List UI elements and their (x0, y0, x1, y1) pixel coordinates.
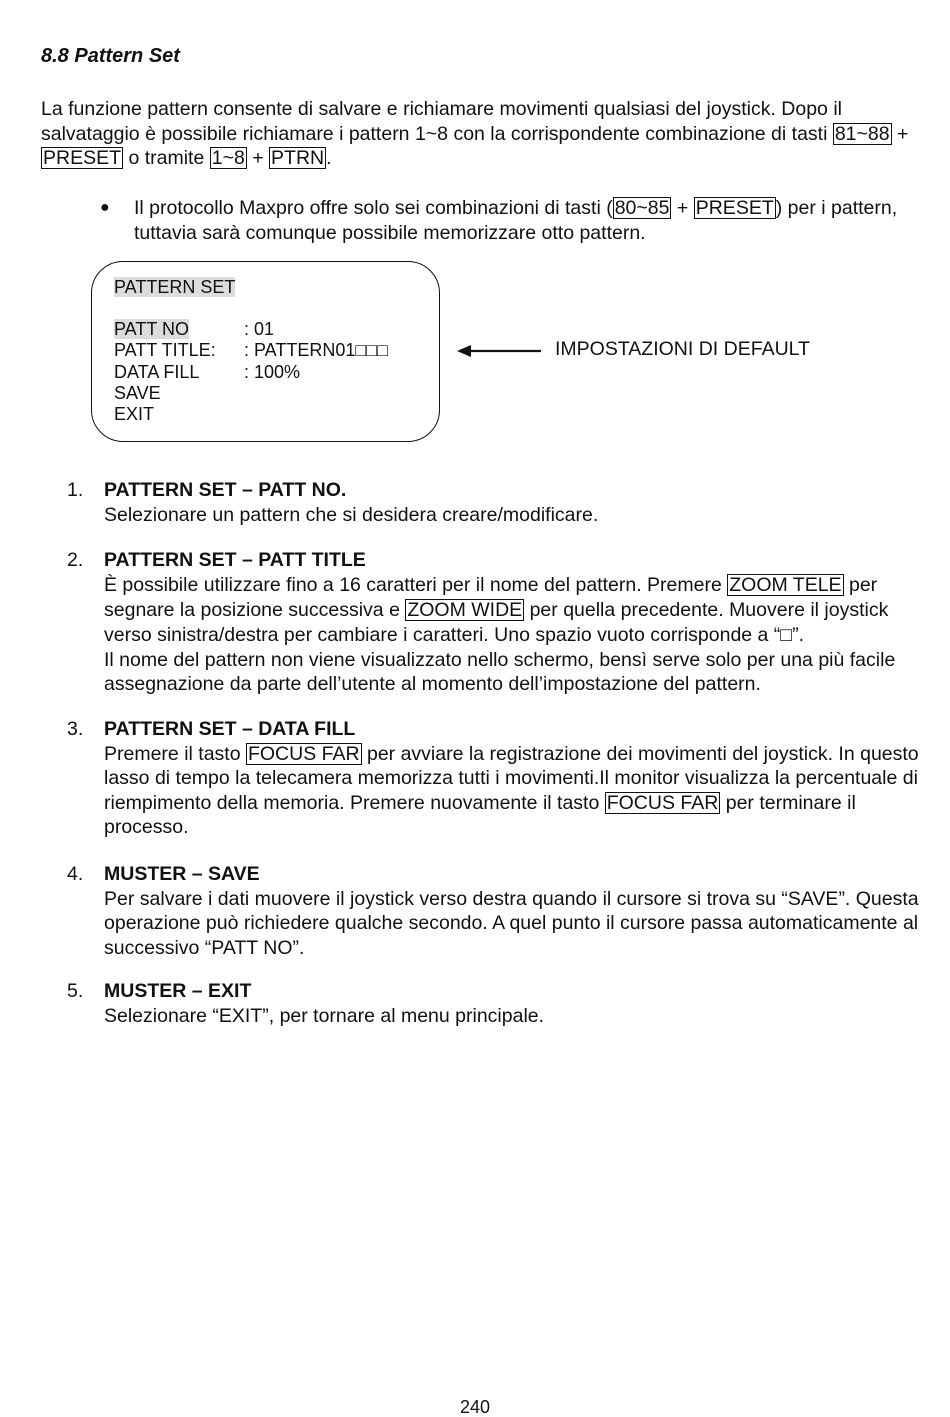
step-text: È possibile utilizzare fino a 16 caratteri per il nome del pattern. Premere ZOOM TELE per segnare la posizione successiva e ZOOM WIDE per quella precedente. Muovere il joystick verso sinistra/destra per cambiare i caratteri. Uno spazio vuoto corrisponde a “□”. (104, 573, 889, 646)
key-1-8: 1~8 (211, 147, 245, 169)
step-heading: MUSTER – EXIT (104, 980, 252, 1002)
intro-paragraph (41, 97, 936, 171)
intro-text: + (891, 122, 909, 145)
step-text: Per salvare i dati muovere il joystick verso destra quando il cursore si trova su “SAVE”. Questa operazione può richiedere qualche secondo. A quel punto il cursore passa automaticamente al successivo “PATT NO”. (104, 887, 919, 959)
key-zoom-wide: ZOOM WIDE (407, 598, 523, 621)
intro-text: + (246, 147, 270, 169)
arrow-left-icon (457, 343, 541, 359)
key-81-88: 81~88 (834, 122, 890, 145)
bullet-text: Il protocollo Maxpro offre solo sei combinazioni di tasti ( 80~85 + PRESET ) per i pattern, tuttavia sarà comunque possibile memorizzare otto pattern. (134, 197, 898, 244)
key-focus-far: FOCUS FAR (247, 742, 360, 765)
step-heading: PATTERN SET – DATA FILL (104, 718, 356, 740)
osd-title: PATTERN SET (114, 277, 236, 297)
osd-row-patt-no: PATT NO : 01 (114, 319, 275, 339)
step-number: 5. (67, 980, 84, 1002)
key-zoom-tele: ZOOM TELE (729, 573, 842, 596)
osd-row-exit: EXIT (114, 404, 155, 424)
step-heading: PATTERN SET – PATT TITLE (104, 549, 366, 571)
key-preset: PRESET (43, 147, 122, 169)
intro-text: o tramite (123, 147, 210, 169)
step-text: Selezionare “EXIT”, per tornare al menu principale. (104, 1004, 545, 1027)
step-number: 4. (67, 863, 84, 885)
step-heading: PATTERN SET – PATT NO. (104, 479, 347, 501)
step-text: Premere il tasto FOCUS FAR per avviare la registrazione dei movimenti del joystick. In questo lasso di tempo la telecamera memorizza tutti i movimenti.Il monitor visualizza la percentuale di riempimento della memoria. Premere nuovamente il tasto FOCUS FAR per terminare il processo. (104, 742, 919, 838)
step-text: Il nome del pattern non viene visualizzato nello schermo, bensì serve solo per una più facile assegnazione da parte dell’utente al momento dell’impostazione del pattern. (104, 648, 896, 695)
key-80-85: 80~85 (614, 197, 670, 219)
step-text: Selezionare un pattern che si desidera creare/modificare. (104, 503, 599, 526)
step-number: 2. (67, 549, 84, 571)
intro-text: . (326, 147, 332, 169)
step-number: 1. (67, 479, 84, 501)
osd-row-data-fill: DATA FILL : 100% (114, 362, 301, 382)
key-preset: PRESET (695, 197, 774, 219)
section-title: 8.8 Pattern Set (41, 45, 180, 67)
intro-text: La funzione pattern consente di salvare e richiamare movimenti qualsiasi del joystick. Dopo il salvataggio è possibile richiamare i pattern 1~8 con la corrispondente combinazione di tasti (41, 98, 842, 145)
step-number: 3. (67, 718, 84, 740)
bullet-dot-icon: ● (100, 199, 110, 216)
step-heading: MUSTER – SAVE (104, 863, 260, 885)
osd-menu-box (91, 261, 440, 442)
key-ptrn: PTRN (271, 147, 325, 169)
osd-row-save: SAVE (114, 383, 161, 403)
key-focus-far: FOCUS FAR (606, 791, 719, 814)
default-settings-label: IMPOSTAZIONI DI DEFAULT (555, 338, 810, 360)
page-number: 240 (459, 1397, 491, 1417)
osd-row-patt-title: PATT TITLE: : PATTERN01□□□ (114, 340, 388, 360)
